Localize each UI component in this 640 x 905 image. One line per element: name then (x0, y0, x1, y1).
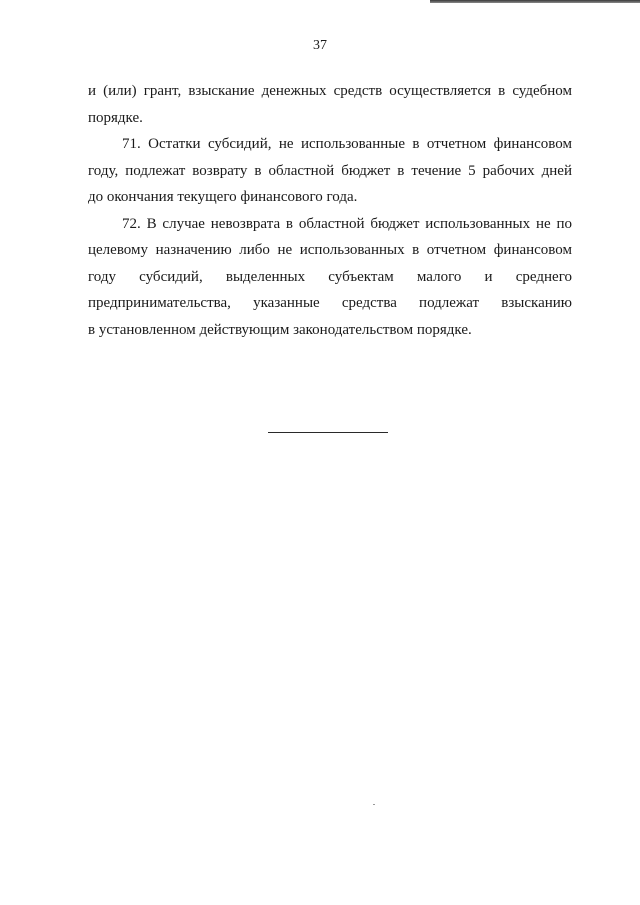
paragraph-continuation-line-2: порядке. (88, 109, 143, 126)
document-body (88, 78, 572, 343)
clause-72-line-4: предпринимательства, указанные средства подлежат взысканию (88, 295, 572, 311)
clause-72-line-1: 72. В случае невозврата в областной бюджет использованных не по (122, 215, 572, 232)
clause-72-line-5: в установленном действующим законодательством порядке. (88, 321, 472, 338)
scan-speck (373, 804, 375, 805)
clause-71-line-3: до окончания текущего финансового года. (88, 189, 358, 205)
clause-71-line-1: 71. Остатки субсидий, не использованные в отчетном финансовом (122, 136, 572, 152)
scan-edge-line (430, 0, 640, 3)
end-separator-line (268, 432, 388, 433)
clause-72-line-3: году субсидий, выделенных субъектам малого и среднего (88, 268, 572, 285)
clause-71-line-2: году, подлежат возврату в областной бюджет в течение 5 рабочих дней (88, 162, 572, 179)
paragraph-continuation-line-1: и (или) грант, взыскание денежных средств осуществляется в судебном (88, 83, 572, 99)
page-number: 37 (313, 38, 327, 53)
clause-72-line-2: целевому назначению либо не использованных в отчетном финансовом (88, 242, 572, 258)
